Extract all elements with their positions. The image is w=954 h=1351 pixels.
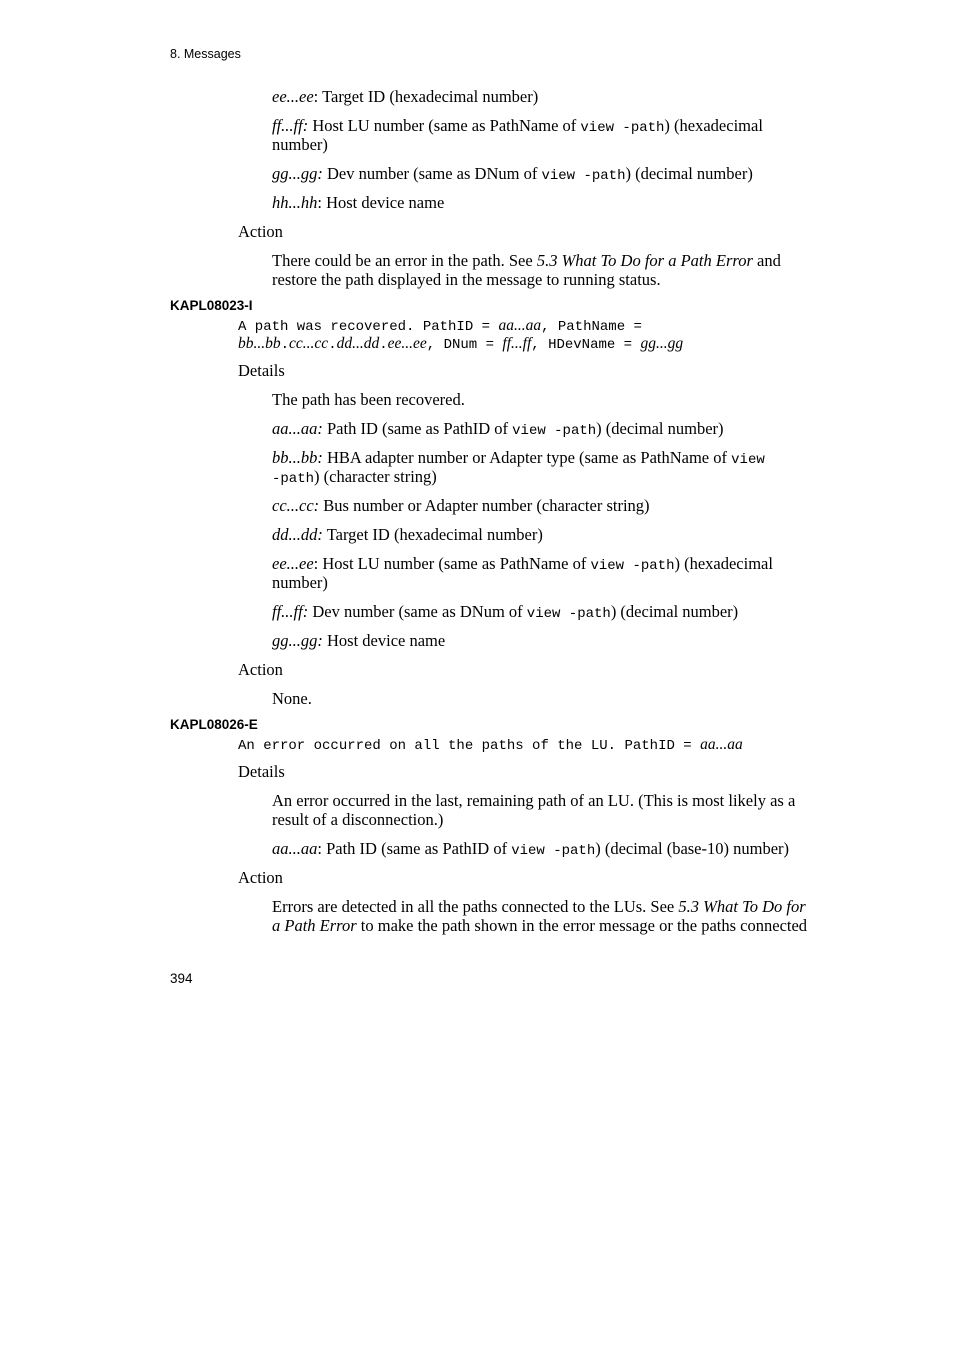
var-ff: ff...ff: — [272, 602, 309, 621]
param-bb-desc: HBA adapter number or Adapter type (same as PathName of — [322, 448, 732, 467]
var-cc: cc...cc: — [272, 496, 320, 515]
details-heading: Details — [238, 762, 285, 781]
param-bb-line-cont — [272, 467, 437, 489]
var-aa: aa...aa: — [272, 419, 323, 438]
var-aa: aa...aa — [272, 839, 318, 858]
details-heading: Details — [238, 361, 285, 380]
page-number: 394 — [170, 971, 193, 986]
action-text-line1 — [272, 251, 781, 270]
message-text: , PathName = — [541, 319, 642, 335]
var-gg: gg...gg — [640, 335, 684, 352]
message-id: KAPL08026-E — [170, 717, 258, 732]
param-dd-desc: Target ID (hexadecimal number) — [322, 525, 543, 544]
action-text-line2 — [272, 916, 807, 935]
param-gg-desc: Host device name — [322, 631, 446, 650]
message-text: A path was recovered. PathID = — [238, 319, 499, 335]
param-ff-line — [272, 602, 738, 624]
param-aa-desc-tail: ) (decimal number) — [596, 419, 724, 438]
var-hh: hh...hh — [272, 193, 318, 212]
param-ee-line — [272, 87, 538, 106]
command-ref: view -path — [580, 120, 665, 136]
var-ee: ee...ee — [272, 87, 314, 106]
var-bb: bb...bb: — [272, 448, 323, 467]
message-text-line2 — [238, 335, 683, 354]
message-text: , HDevName = — [531, 337, 641, 353]
param-gg-line — [272, 631, 445, 650]
command-ref: view -path — [511, 843, 596, 859]
var-aa: aa...aa — [498, 317, 542, 334]
param-ff-desc: Dev number (same as DNum of — [308, 602, 527, 621]
separator: . — [280, 337, 290, 353]
separator: . — [328, 337, 337, 353]
var-ee: ee...ee — [387, 335, 427, 352]
param-aa-desc: : Path ID (same as PathID of — [317, 839, 512, 858]
param-ee-desc: : Target ID (hexadecimal number) — [313, 87, 539, 106]
command-ref: view -path — [541, 168, 626, 184]
section-reference: 5.3 What To Do for a Path Error — [536, 251, 753, 270]
param-ff-desc-tail: ) (hexadecimal — [664, 116, 763, 135]
param-aa-line — [272, 419, 724, 441]
var-ff: ff...ff: — [272, 116, 309, 135]
message-id: KAPL08023-I — [170, 298, 253, 313]
param-hh-line — [272, 193, 444, 212]
var-gg: gg...gg: — [272, 631, 323, 650]
details-line2: result of a disconnection.) — [272, 810, 444, 829]
var-cc: cc...cc — [289, 335, 329, 352]
param-cc-line — [272, 496, 650, 515]
var-dd: dd...dd: — [272, 525, 323, 544]
action-heading: Action — [238, 660, 283, 679]
details-line1: An error occurred in the last, remaining path of an LU. (This is most likely as a — [272, 791, 796, 810]
action-text-tail: and — [752, 251, 781, 270]
action-heading: Action — [238, 222, 283, 241]
var-aa: aa...aa — [700, 736, 743, 753]
var-dd: dd...dd — [336, 335, 380, 352]
param-aa-desc: Path ID (same as PathID of — [322, 419, 513, 438]
param-aa-line — [272, 839, 789, 861]
param-ee-desc-tail: ) (hexadecimal — [674, 554, 773, 573]
var-bb: bb...bb — [238, 335, 281, 352]
param-dd-line — [272, 525, 543, 544]
param-aa-desc-tail: ) (decimal (base-10) number) — [595, 839, 790, 858]
details-intro: The path has been recovered. — [272, 390, 465, 409]
param-ee-line — [272, 554, 773, 576]
param-ff-line-cont: number) — [272, 135, 328, 154]
message-text-line1 — [238, 736, 743, 755]
command-ref: view -path — [590, 558, 675, 574]
section-reference: a Path Error — [272, 916, 357, 935]
section-reference: 5.3 What To Do for — [678, 897, 806, 916]
var-ff: ff...ff — [502, 335, 532, 352]
action-text: Errors are detected in all the paths connected to the LUs. See — [272, 897, 679, 916]
param-cc-desc: Bus number or Adapter number (character string) — [319, 496, 650, 515]
message-text: , DNum = — [426, 337, 503, 353]
param-ff-line — [272, 116, 763, 138]
param-gg-desc: Dev number (same as DNum of — [322, 164, 542, 183]
command-ref: view — [731, 452, 765, 468]
message-text-line1 — [238, 317, 642, 336]
command-ref: view -path — [526, 606, 611, 622]
param-ee-desc: : Host LU number (same as PathName of — [313, 554, 591, 573]
param-ff-desc: Host LU number (same as PathName of — [308, 116, 581, 135]
param-ee-line-cont: number) — [272, 573, 328, 592]
param-hh-desc: : Host device name — [317, 193, 445, 212]
action-text-line1 — [272, 897, 806, 916]
action-text-tail: to make the path shown in the error message or the paths connected — [356, 916, 808, 935]
var-ee: ee...ee — [272, 554, 314, 573]
action-text: None. — [272, 689, 312, 708]
action-heading: Action — [238, 868, 283, 887]
separator: . — [379, 337, 388, 353]
param-bb-desc-tail: ) (character string) — [314, 467, 437, 486]
param-ff-desc-tail: ) (decimal number) — [610, 602, 739, 621]
param-gg-line — [272, 164, 753, 186]
running-header: 8. Messages — [170, 47, 241, 61]
action-text-line2: restore the path displayed in the message to running status. — [272, 270, 661, 289]
param-gg-desc-tail: ) (decimal number) — [625, 164, 753, 183]
message-text: An error occurred on all the paths of the LU. PathID = — [238, 738, 701, 754]
command-ref: -path — [272, 471, 315, 487]
command-ref: view -path — [512, 423, 597, 439]
var-gg: gg...gg: — [272, 164, 323, 183]
action-text: There could be an error in the path. See — [272, 251, 537, 270]
